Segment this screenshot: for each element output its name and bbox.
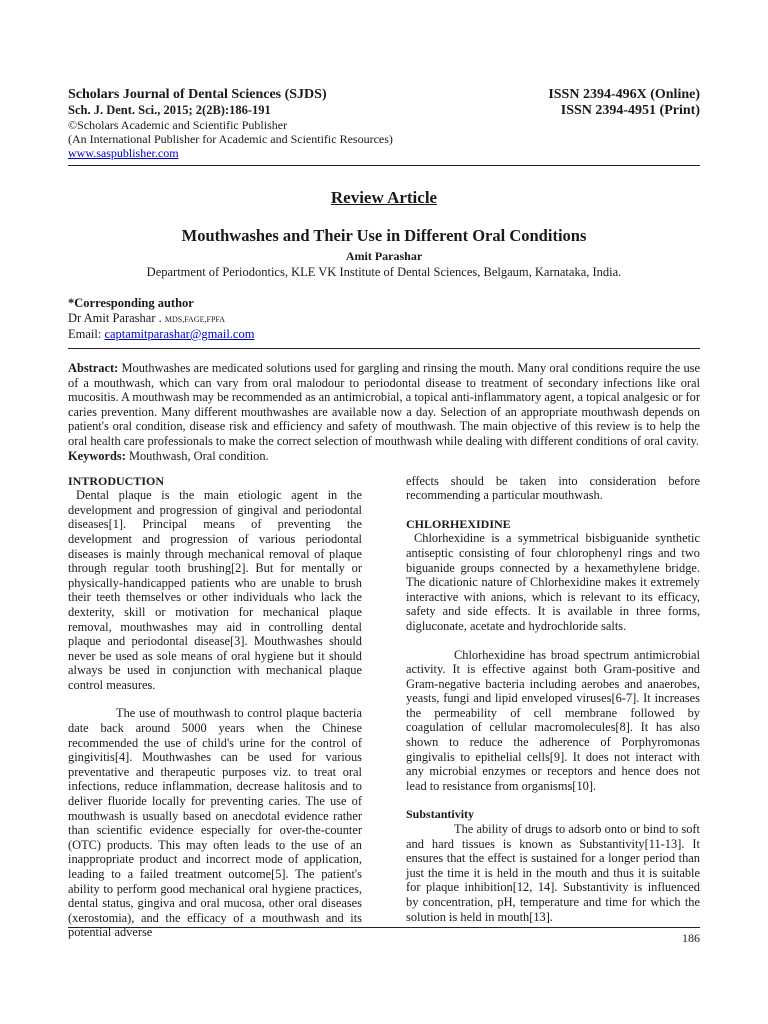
- corresponding-heading: *Corresponding author: [68, 296, 194, 310]
- paragraph: Chlorhexidine has broad spectrum antimicrobial activity. It is effective against both Gram-positive and Gram-negative bacteria including aerobes and anaerobes, yeasts, fungi and lipid enveloped viruses[6-7]. It increases the permeability of cell membrane followed by coagulation of cellular macromolecules[8]. It has also shown to reduce the adherence of Porphyromonas gingivalis to epithelial cells[9]. It does not interact with any microbial enzymes or receptors and hence does not lead to resistance from organisms[10].: [406, 647, 700, 793]
- corresponding-name: Dr Amit Parashar .: [68, 311, 162, 325]
- section-heading-chlorhexidine: CHLORHEXIDINE: [406, 516, 511, 531]
- subsection-heading-substantivity: Substantivity: [406, 807, 475, 822]
- page: [68, 86, 700, 940]
- paragraph: Dental plaque is the main etiologic agent in the development and progression of gingival and periodontal diseases[1]. Principal means of preventing the development and progression of various periodontal diseases is mainly through mechanical removal of plaque through regular tooth brushing[2]. But for mentally or physically-handicapped patients who are unable to brush their teeth themselves or other individuals who lack the dexterity, skill or motivation for mechanical plaque removal, mouthwashes may aid in controlling dental plaque and periodontal disease[3]. Mouthwashes should never be used as sole means of oral hygiene but it should always be used in conjunction with mechanical plaque control measures.: [68, 488, 362, 692]
- body-columns: [68, 474, 700, 940]
- paragraph: The use of mouthwash to control plaque bacteria date back around 5000 years when the Chinese recommended the use of child's urine for the control of gingivitis[4]. Mouthwashes can be used for various preventative and therapeutic purposes viz. to treat oral infections, reduce inflammation, decrease halitosis and to deliver fluoride locally for preventing caries. The use of mouthwash is usually based on anecdotal evidence rather than scientific evidence especially for over-the-counter (OTC) products. This may often leads to the use of an inappropriate product and incorrect mode of application, leading to a failed treatment outcome[5]. The patient's ability to perform good mechanical oral hygiene practices, dental status, gingiva and oral mucosa, other oral diseases (xerostomia), and the efficacy of a mouthwash and its potential adverse: [68, 706, 362, 940]
- corresponding-author-block: [68, 296, 700, 342]
- keywords-label: Keywords:: [68, 448, 126, 463]
- email-link[interactable]: captamitparashar@gmail.com: [104, 327, 255, 341]
- keywords: [68, 449, 700, 464]
- issn-print: ISSN 2394-4951 (Print): [560, 103, 700, 118]
- author-degrees: MDS,FAGE,FPFA: [164, 315, 226, 324]
- right-column: [406, 474, 700, 940]
- website-link[interactable]: www.saspublisher.com: [68, 146, 179, 160]
- journal-name: Scholars Journal of Dental Sciences (SJDS): [68, 87, 327, 102]
- abstract-text: Mouthwashes are medicated solutions used for gargling and rinsing the mouth. Many oral conditions require the use of a mouthwash, which can vary from oral malodour to periodontal disease to treatment of secondary infections like oral mucositis. A mouthwash may be recommended as an antimicrobial, a topical anti-inflammatory agent, a topical analgesic or for caries prevention. Many different mouthwashes are available now a day. Selection of an appropriate mouthwash depends on patient's oral condition, disease risk and efficiency and safety of mouthwash. The main objective of this review is to help the oral health care professionals to make the correct selection of mouthwash while dealing with different conditions of oral cavity.: [68, 361, 700, 448]
- left-column: [68, 474, 362, 940]
- paragraph: The ability of drugs to adsorb onto or bind to soft and hard tissues is known as Substantivity[11-13]. It ensures that the effect is sustained for a longer period than just the time it is held in the mouth and thus it is suitable for plaque inhibition[12, 14]. Substantivity is influenced by concentration, pH, temperature and time for which the solution is held in mouth[13].: [406, 822, 700, 924]
- citation: Sch. J. Dent. Sci., 2015; 2(2B):186-191: [68, 103, 271, 117]
- author-affiliation: Department of Periodontics, KLE VK Institute of Dental Sciences, Belgaum, Karnataka, India.: [146, 265, 622, 279]
- abstract-label: Abstract:: [68, 361, 119, 375]
- abstract-divider: [68, 348, 700, 349]
- author-name: Amit Parashar: [345, 249, 423, 263]
- header-divider: [68, 165, 700, 166]
- issn-online: ISSN 2394-496X (Online): [548, 87, 700, 102]
- article-type: Review Article: [330, 188, 438, 207]
- paragraph: effects should be taken into consideration before recommending a particular mouthwash.: [406, 473, 700, 503]
- page-number: 186: [682, 931, 700, 945]
- section-heading-introduction: INTRODUCTION: [68, 473, 165, 488]
- publisher: ©Scholars Academic and Scientific Publisher: [68, 118, 288, 132]
- footer-divider: [68, 927, 700, 928]
- publisher-description: (An International Publisher for Academic and Scientific Resources): [68, 132, 393, 146]
- keywords-text: Mouthwash, Oral condition.: [128, 448, 269, 463]
- email-label: Email:: [68, 327, 102, 341]
- citation-row: [68, 103, 700, 118]
- abstract: [68, 355, 700, 449]
- article-title: Mouthwashes and Their Use in Different Oral Conditions: [181, 226, 587, 245]
- paragraph: Chlorhexidine is a symmetrical bisbiguanide synthetic antiseptic consisting of four chlorophenyl rings and two biguanide groups connected by a hexamethylene bridge. The dicationic nature of Chlorhexidine makes it extremely interactive with anions, which is relevant to its efficacy, safety and side effects. It is available in three forms, digluconate, acetate and hydrochloride salts.: [406, 531, 700, 633]
- journal-header: [68, 86, 700, 103]
